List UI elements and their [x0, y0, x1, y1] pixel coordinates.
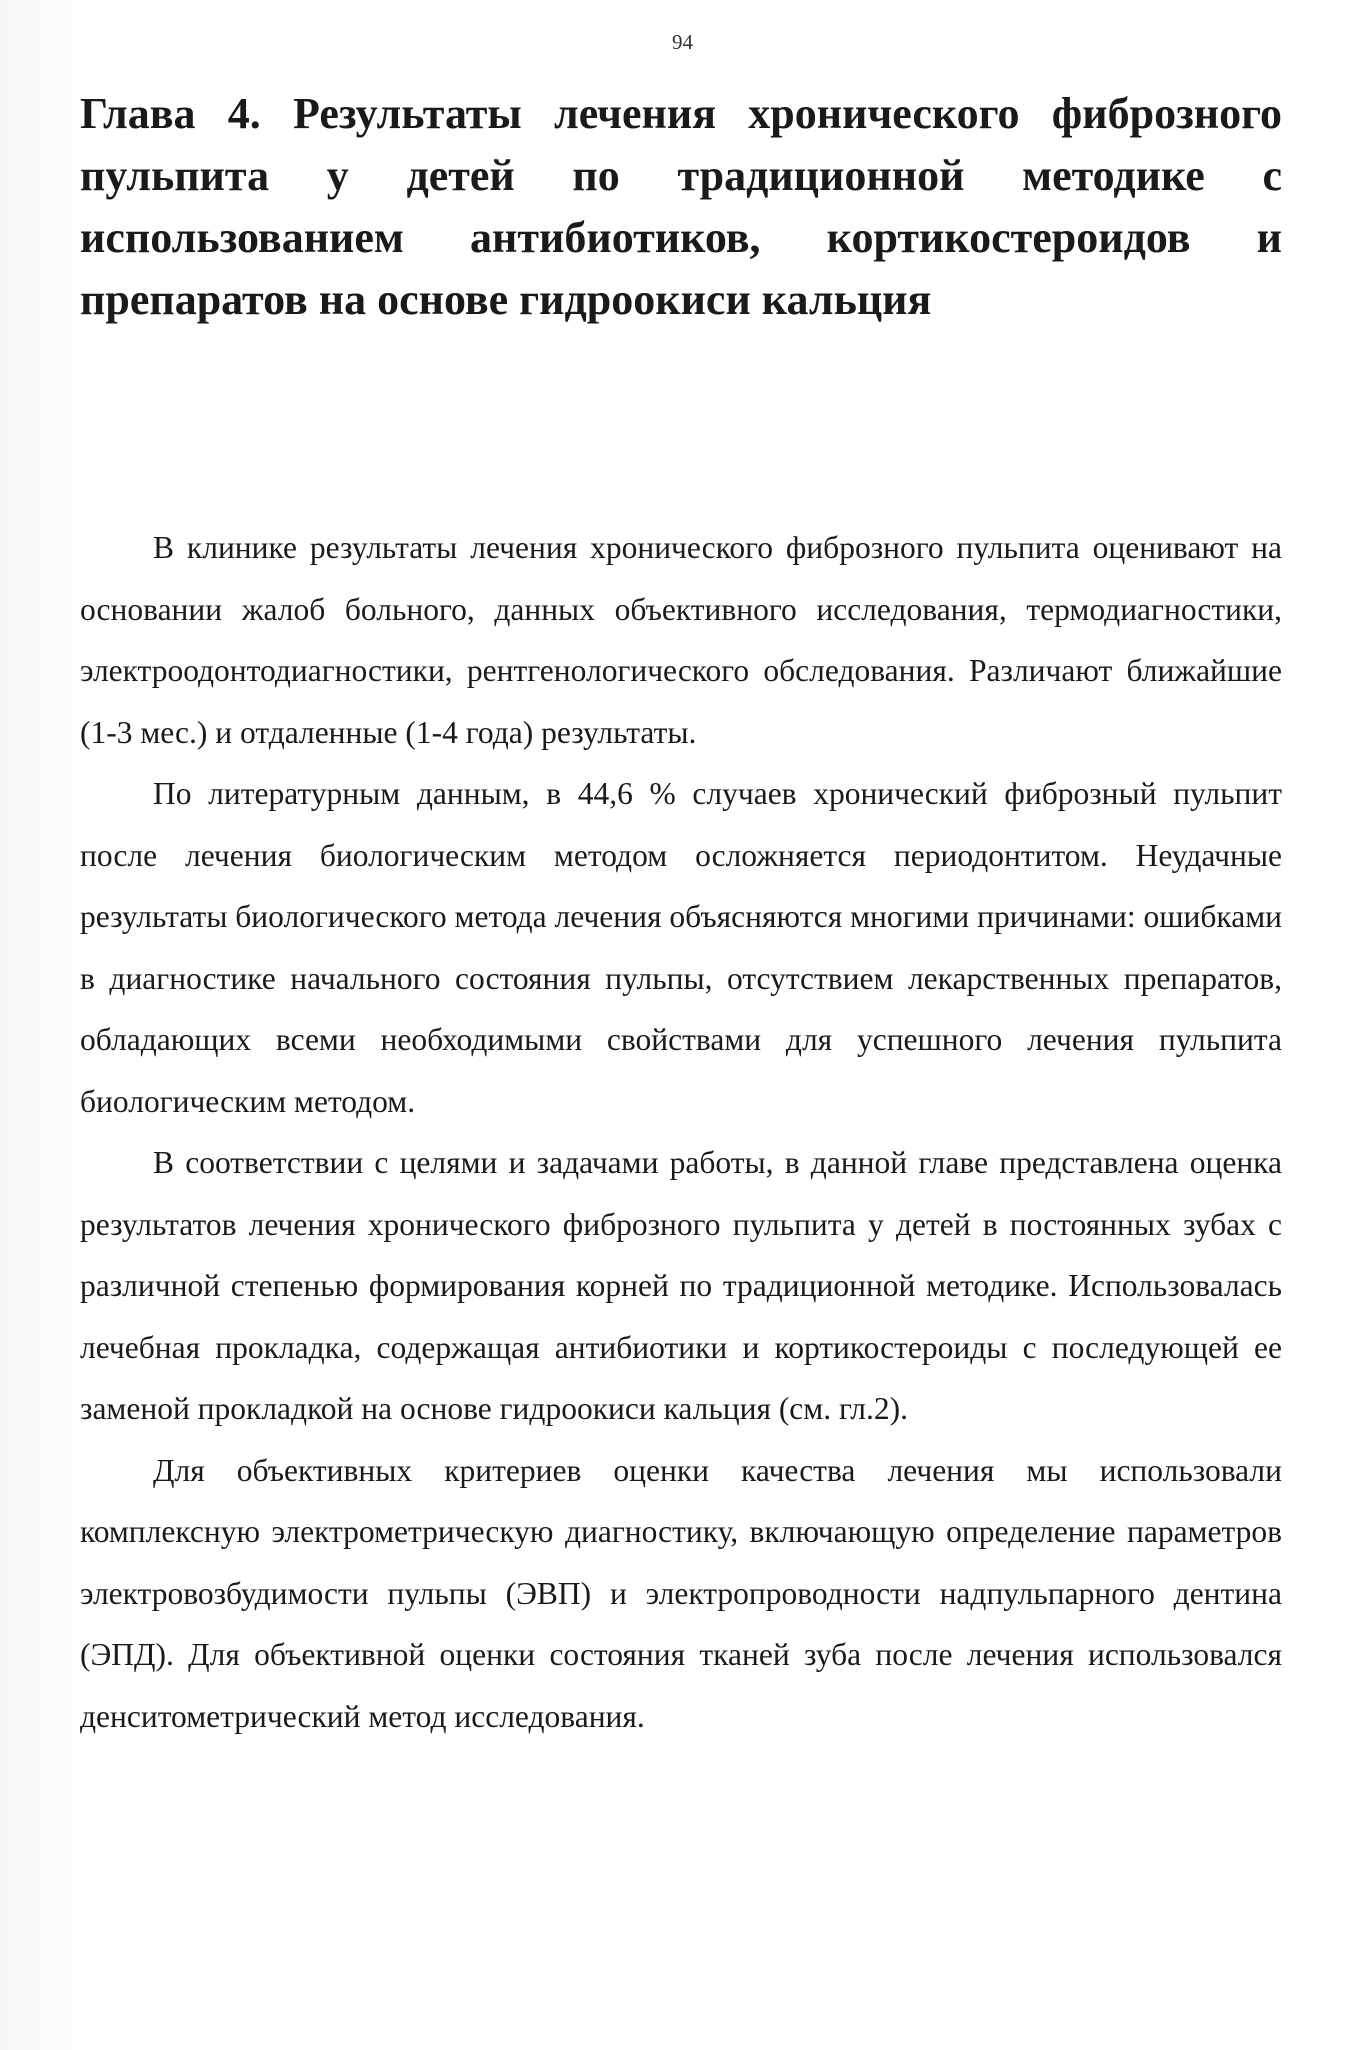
chapter-title-line: использованием антибиотиков, кортикостероидов и [80, 213, 1282, 262]
chapter-title [80, 83, 1282, 331]
paragraph-evaluation-methods: В клинике результаты лечения хронического фиброзного пульпита оценивают на основании жалоб больного, данных объективного исследования, термодиагностики, электроодонтодиагностики, рентгенологического обследования. Различают ближайшие (1-3 мес.) и отдаленные (1-4 года) результаты. [80, 530, 1282, 750]
chapter-title-line: пульпита у детей по традиционной методике с [80, 151, 1282, 200]
paragraph-literature-data: По литературным данным, в 44,6 % случаев хронический фиброзный пульпит после лечения биологическим методом осложняется периодонтитом. Неудачные результаты биологического метода лечения объясняются многими причинами: ошибками в диагностике начального состояния пульпы, отсутствием лекарственных препаратов, обладающих всеми необходимыми свойствами для успешного лечения пульпита биологическим методом. [80, 776, 1282, 1119]
paragraph-chapter-aims: В соответствии с целями и задачами работы, в данной главе представлена оценка результатов лечения хронического фиброзного пульпита у детей в постоянных зубах с различной степенью формирования корней по традиционной методике. Использовалась лечебная прокладка, содержащая антибиотики и кортикостероиды с последующей ее заменой прокладкой на основе гидроокиси кальция (см. гл.2). [80, 1145, 1282, 1426]
page-number: 94 [672, 30, 693, 54]
chapter-title-line: препаратов на основе гидроокиси кальция [80, 275, 932, 324]
chapter-title-line: Глава 4. Результаты лечения хронического фиброзного [80, 89, 1282, 138]
body-text [80, 517, 1282, 1747]
paragraph-objective-criteria: Для объективных критериев оценки качества лечения мы использовали комплексную электрометрическую диагностику, включающую определение параметров электровозбудимости пульпы (ЭВП) и электропроводности надпульпарного дентина (ЭПД). Для объективной оценки состояния тканей зуба после лечения использовался денситометрический метод исследования. [80, 1452, 1282, 1734]
